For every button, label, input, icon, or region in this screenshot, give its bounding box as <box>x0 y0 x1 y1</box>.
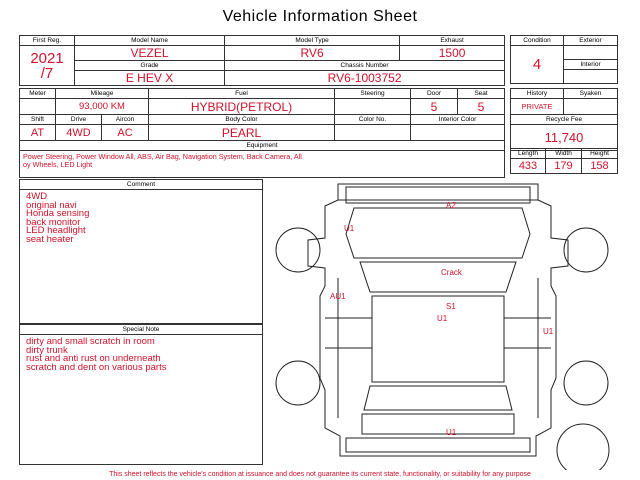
grade-label: Grade <box>75 61 225 71</box>
interior-color-value <box>411 125 505 141</box>
comment-list <box>20 190 262 248</box>
first-reg-label: First Reg. <box>20 36 75 46</box>
shift-value: AT <box>20 125 56 141</box>
damage-mark-a2: A2 <box>446 201 456 210</box>
equipment-label: Equipment <box>20 141 505 151</box>
interior-color-label: Interior Color <box>411 115 505 125</box>
damage-mark-u1-center: U1 <box>437 314 448 323</box>
exterior-label: Exterior <box>564 36 618 46</box>
history-value: PRIVATE <box>511 99 564 115</box>
car-damage-diagram <box>268 178 620 470</box>
first-reg-month: /7 <box>40 64 54 82</box>
interior-label: Interior <box>564 60 618 70</box>
history-table <box>510 88 618 151</box>
meter-value <box>20 99 56 115</box>
model-name-value: VEZEL <box>75 46 225 61</box>
color-no-label: Color No. <box>335 115 411 125</box>
damage-mark-crack: Crack <box>441 268 462 277</box>
door-label: Door <box>411 89 458 99</box>
syaken-label: Syaken <box>564 89 618 99</box>
rear-left-wheel <box>276 361 320 405</box>
front-left-wheel <box>276 228 320 272</box>
chassis-value: RV6-1003752 <box>225 71 505 86</box>
fuel-value: HYBRID(PETROL) <box>149 99 335 115</box>
color-no-value <box>335 125 411 141</box>
body-color-value: PEARL <box>149 125 335 141</box>
comment-line: original navi <box>26 199 77 211</box>
info-table <box>19 35 505 86</box>
special-note-box <box>19 324 263 465</box>
special-note-list <box>20 335 262 375</box>
width-value: 179 <box>546 159 582 174</box>
length-value: 433 <box>511 159 546 174</box>
equipment-value <box>20 151 505 178</box>
exhaust-value: 1500 <box>400 46 505 61</box>
model-name-label: Model Name <box>75 36 225 46</box>
hood <box>346 208 530 258</box>
recycle-fee-value: 11,740 <box>511 125 618 151</box>
first-reg-year: 2021 <box>30 49 64 67</box>
front-bumper <box>346 187 530 203</box>
door-value: 5 <box>411 99 458 115</box>
rear-bumper <box>346 438 530 452</box>
comment-line: 4WD <box>26 191 48 202</box>
mileage-label: Mileage <box>56 89 149 99</box>
seat-label: Seat <box>458 89 505 99</box>
rear-window <box>364 386 512 410</box>
history-label: History <box>511 89 564 99</box>
sheet-title: Vehicle Information Sheet <box>222 8 418 25</box>
interior-value <box>564 70 618 84</box>
seat-value: 5 <box>458 99 505 115</box>
front-right-wheel <box>564 228 608 272</box>
length-label: Length <box>511 149 546 159</box>
equipment-line-2: oy Wheels, LED Light <box>23 160 93 169</box>
body-color-label: Body Color <box>149 115 335 125</box>
aircon-label: Aircon <box>102 115 149 125</box>
drive-label: Drive <box>56 115 102 125</box>
trunk <box>362 414 514 434</box>
disclaimer-footer: This sheet reflects the vehicle's condition at issuance and does not guarantee its current state, functionality, or suitability for any purpose <box>109 471 531 478</box>
comment-box <box>19 179 263 324</box>
fuel-label: Fuel <box>149 89 335 99</box>
comment-line: seat heater <box>26 233 74 245</box>
exhaust-label: Exhaust <box>400 36 505 46</box>
damage-mark-u1-front-left: U1 <box>344 224 355 233</box>
aircon-value: AC <box>102 125 149 141</box>
grade-value: E HEV X <box>75 71 225 86</box>
damage-mark-s1: S1 <box>446 302 456 311</box>
height-label: Height <box>582 149 618 159</box>
comment-line: LED headlight <box>26 225 86 237</box>
height-value: 158 <box>582 159 618 174</box>
damage-mark-au1: AU1 <box>330 292 346 301</box>
special-note-line: dirty and small scratch in room <box>26 336 155 347</box>
comment-line: Honda sensing <box>26 208 90 220</box>
shift-label: Shift <box>20 115 56 125</box>
special-note-line: scratch and dent on various parts <box>26 361 167 373</box>
spec-table <box>19 88 505 178</box>
comment-label: Comment <box>20 180 262 190</box>
model-type-value: RV6 <box>225 46 400 61</box>
drive-value: 4WD <box>56 125 102 141</box>
exterior-value <box>564 46 618 60</box>
mileage-value: 93,000 KM <box>56 99 149 115</box>
condition-value: 4 <box>511 46 564 84</box>
special-note-label: Special Note <box>20 325 262 335</box>
condition-table <box>510 35 618 84</box>
width-label: Width <box>546 149 582 159</box>
recycle-fee-label: Recycle Fee <box>511 115 618 125</box>
dimensions-table <box>510 148 618 174</box>
windshield <box>360 262 516 292</box>
model-type-label: Model Type <box>225 36 400 46</box>
equipment-line-1: Power Steering, Power Window All, ABS, Air Bag, Navigation System, Back Camera, All <box>23 152 302 161</box>
steering-label: Steering <box>335 89 411 99</box>
syaken-value <box>564 99 618 115</box>
roof <box>372 296 504 382</box>
rear-right-wheel <box>564 361 608 405</box>
steering-value <box>335 99 411 115</box>
spare-tire <box>557 424 609 470</box>
condition-label: Condition <box>511 36 564 46</box>
first-reg-value <box>20 46 75 86</box>
chassis-label: Chassis Number <box>225 61 505 71</box>
meter-label: Meter <box>20 89 56 99</box>
damage-mark-u1-rear: U1 <box>446 428 457 437</box>
comment-line: back monitor <box>26 216 81 228</box>
special-note-line: dirty trunk <box>26 344 68 356</box>
damage-mark-u1-right: U1 <box>543 327 554 336</box>
special-note-line: rust and anti rust on underneath <box>26 353 161 365</box>
